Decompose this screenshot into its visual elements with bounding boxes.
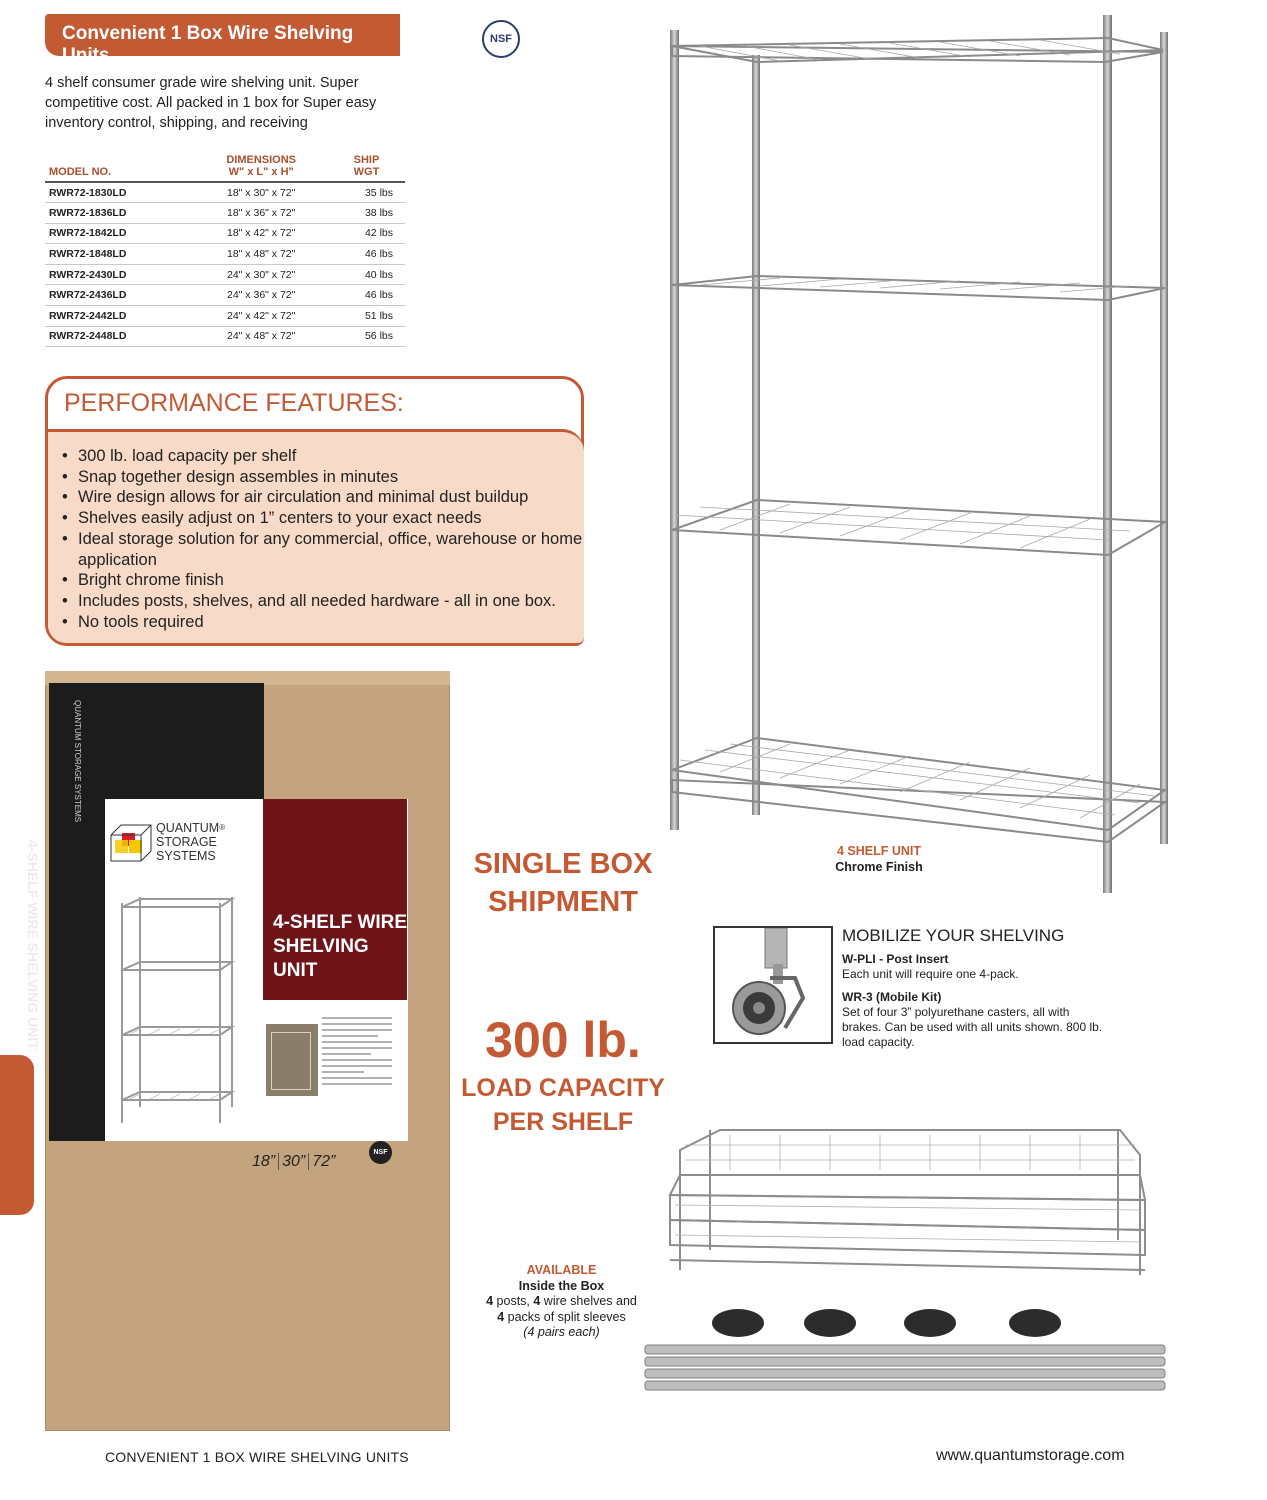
single-box-callout: SINGLE BOX SHIPMENT (473, 848, 653, 918)
weight-cell: 40 lbs (328, 264, 405, 285)
dimensions-cell: 18" x 42" x 72" (194, 223, 328, 244)
table-row (45, 326, 405, 347)
box-fine-print (322, 1017, 392, 1089)
dimensions-cell: 18" x 30" x 72" (194, 182, 328, 203)
box-shelf-illustration (110, 895, 240, 1135)
mobile-kit-heading: WR-3 (Mobile Kit) (842, 990, 942, 1004)
box-product-name: 4-SHELF WIRE SHELVING UNIT (273, 912, 408, 981)
table-row (45, 182, 405, 203)
list-item: • Snap together design assembles in minutes (62, 467, 584, 488)
box-nsf-badge: NSF (369, 1141, 392, 1164)
box-contents-caption: AVAILABLE Inside the Box 4 posts, 4 wire shelves and 4 packs of split sleeves (4 pairs each) (486, 1263, 637, 1339)
dimensions-cell: 24" x 48" x 72" (194, 326, 328, 347)
shelf-unit-caption: 4 SHELF UNIT Chrome Finish (835, 844, 923, 874)
page-title-banner: Convenient 1 Box Wire Shelving Units (45, 14, 400, 56)
col-header-weight: SHIP WGT (328, 154, 405, 182)
box-dark-corner (49, 1121, 105, 1141)
model-cell: RWR72-2448LD (45, 326, 194, 347)
mobilize-section (842, 926, 1112, 1050)
model-table (45, 154, 405, 347)
dimensions-cell: 24" x 30" x 72" (194, 264, 328, 285)
list-item: • Bright chrome finish (62, 570, 584, 591)
quantum-logo-icon (108, 821, 154, 865)
table-row (45, 203, 405, 224)
table-row (45, 264, 405, 285)
table-row (45, 285, 405, 306)
weight-cell: 38 lbs (328, 203, 405, 224)
dimensions-cell: 18" x 48" x 72" (194, 244, 328, 265)
shelf-unit-image (660, 10, 1175, 900)
post-insert-heading: W-PLI - Post Insert (842, 952, 949, 966)
weight-cell: 46 lbs (328, 285, 405, 306)
footer-title: CONVENIENT 1 BOX WIRE SHELVING UNITS (105, 1449, 409, 1465)
performance-list-panel (48, 429, 584, 643)
weight-cell: 51 lbs (328, 306, 405, 327)
mobile-kit-text: Set of four 3” polyurethane casters, all with brakes. Can be used with all units shown. 800 lb. load capacity. (842, 1005, 1103, 1049)
model-cell: RWR72-1836LD (45, 203, 194, 224)
side-tab-decoration (0, 1055, 34, 1215)
dimensions-cell: 24" x 42" x 72" (194, 306, 328, 327)
table-row (45, 244, 405, 265)
table-row (45, 223, 405, 244)
box-dimensions: 18” 30” 72” (249, 1153, 338, 1171)
box-dark-side (49, 799, 105, 1121)
list-item: • No tools required (62, 612, 584, 633)
performance-features-panel (45, 376, 584, 646)
box-side-text: 4-SHELF WIRE SHELVING UNIT (25, 840, 41, 1050)
model-cell: RWR72-2442LD (45, 306, 194, 327)
dimensions-cell: 18" x 36" x 72" (194, 203, 328, 224)
load-capacity-number: 300 lb. (485, 1012, 641, 1068)
weight-cell: 56 lbs (328, 326, 405, 347)
footer-url[interactable]: www.quantumstorage.com (936, 1447, 1125, 1464)
table-row (45, 306, 405, 327)
weight-cell: 46 lbs (328, 244, 405, 265)
performance-list (62, 446, 584, 632)
list-item: • Wire design allows for air circulation and minimal dust buildup (62, 487, 584, 508)
weight-cell: 35 lbs (328, 182, 405, 203)
col-header-dimensions: DIMENSIONS W" x L" x H" (194, 154, 328, 182)
intro-text: 4 shelf consumer grade wire shelving unit. Super competitive cost. All packed in 1 box for Super easy inventory control, shipping, and receiving (45, 75, 377, 131)
list-item: • 300 lb. load capacity per shelf (62, 446, 584, 467)
load-capacity-label: LOAD CAPACITY PER SHELF (461, 1074, 665, 1136)
box-contents-image (640, 1120, 1180, 1410)
box-side-brand: QUANTUM STORAGE SYSTEMS (73, 700, 82, 823)
weight-cell: 42 lbs (328, 223, 405, 244)
caster-wheel-icon (715, 928, 833, 1044)
performance-title: PERFORMANCE FEATURES: (64, 389, 404, 417)
box-brand-name: QUANTUM® STORAGE SYSTEMS (156, 821, 226, 863)
caster-image (713, 926, 833, 1044)
model-cell: RWR72-1842LD (45, 223, 194, 244)
model-cell: RWR72-1830LD (45, 182, 194, 203)
nsf-badge: NSF (482, 20, 520, 58)
box-inset-photo-frame (271, 1032, 311, 1090)
table-header-row (45, 154, 405, 182)
col-header-model: MODEL NO. (45, 154, 194, 182)
model-cell: RWR72-2430LD (45, 264, 194, 285)
model-cell: RWR72-2436LD (45, 285, 194, 306)
dimensions-cell: 24" x 36" x 72" (194, 285, 328, 306)
list-item: • Includes posts, shelves, and all needed hardware - all in one box. (62, 591, 584, 612)
post-insert-text: Each unit will require one 4-pack. (842, 967, 1019, 981)
mobilize-title: MOBILIZE YOUR SHELVING (842, 926, 1065, 945)
list-item: • Shelves easily adjust on 1” centers to your exact needs (62, 508, 584, 529)
model-cell: RWR72-1848LD (45, 244, 194, 265)
list-item: • Ideal storage solution for any commercial, office, warehouse or home application (62, 529, 584, 570)
